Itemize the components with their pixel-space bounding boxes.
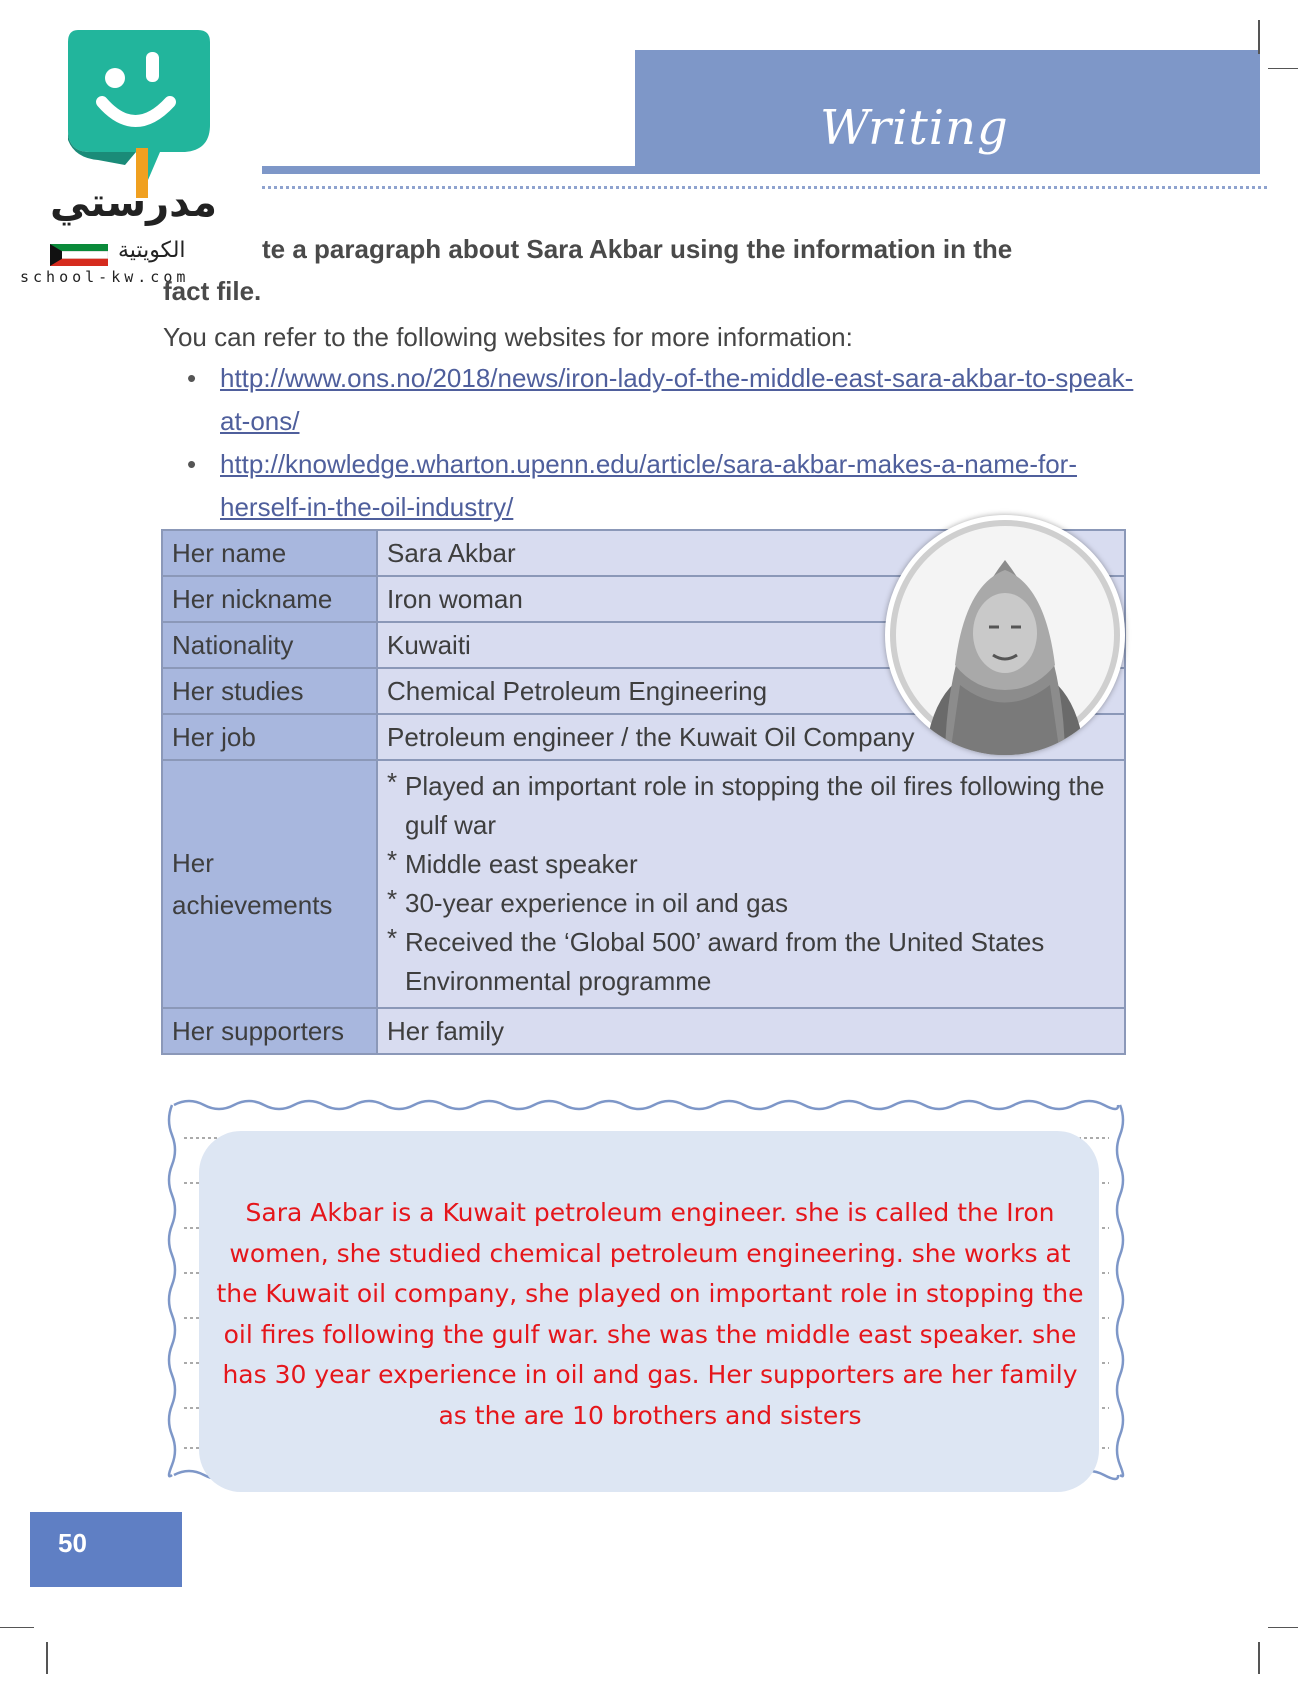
header-underline	[262, 166, 1260, 174]
fact-label: Her nickname	[162, 576, 377, 622]
fact-label: Nationality	[162, 622, 377, 668]
achievements-list	[387, 761, 1124, 1007]
section-title: Writing	[820, 100, 1009, 156]
list-item	[387, 767, 1124, 845]
fact-value: Her family	[377, 1008, 1125, 1054]
crop-mark	[46, 1642, 48, 1674]
asterisk-icon: *	[387, 845, 398, 875]
asterisk-icon: *	[387, 884, 398, 914]
crop-mark	[0, 1627, 34, 1628]
asterisk-icon: *	[387, 923, 398, 953]
fact-label: Her name	[162, 530, 377, 576]
achievement-text: 30-year experience in oil and gas	[405, 888, 789, 918]
header-dotted-rule	[262, 186, 1267, 189]
fact-value: Petroleum engineer / the Kuwait Oil Company	[377, 714, 1125, 760]
task-instruction-cont: fact file.	[163, 276, 262, 306]
logo-arabic-subtitle: الكويتية	[118, 238, 186, 263]
website-list-item	[187, 357, 1147, 443]
website-list	[187, 357, 1147, 529]
fact-label: Her studies	[162, 668, 377, 714]
logo-url: school-kw.com	[20, 268, 190, 286]
fact-label: Her job	[162, 714, 377, 760]
list-item	[387, 884, 1124, 923]
answer-paragraph: Sara Akbar is a Kuwait petroleum engineer. she is called the Iron women, she studied chemical petroleum engineering. she works at the Kuwait oil company, she played on important role in stopping the oil fires following the gulf war. she was the middle east speaker. she has 30 year experience in oil and gas. Her supporters are her family as the are 10 brothers and sisters	[216, 1198, 1084, 1430]
fact-value: Iron woman	[377, 576, 1125, 622]
achievement-text: Received the ‘Global 500’ award from the United States Environmental programme	[405, 927, 1045, 996]
sara-akbar-photo	[885, 515, 1125, 755]
table-row	[162, 1008, 1125, 1054]
fact-value: Sara Akbar	[377, 530, 1125, 576]
crop-mark	[1268, 1627, 1298, 1628]
bullet-icon: •	[187, 449, 197, 479]
website-link-ons[interactable]: http://www.ons.no/2018/news/iron-lady-of-the-middle-east-sara-akbar-to-speak-at-ons/	[220, 363, 1134, 436]
page-number: 50	[58, 1528, 87, 1558]
kuwait-flag-icon	[50, 244, 108, 266]
bullet-icon: •	[187, 363, 197, 393]
crop-mark	[1258, 20, 1260, 54]
crop-mark	[1268, 68, 1298, 69]
website-link-wharton[interactable]: http://knowledge.wharton.upenn.edu/article/sara-akbar-makes-a-name-for-herself-in-the-oil-industry/	[220, 449, 1077, 522]
table-row	[162, 760, 1125, 1008]
fact-label: Her supporters	[162, 1008, 377, 1054]
fact-label: Her achievements	[162, 760, 377, 1008]
achievement-text: Played an important role in stopping the oil fires following the gulf war	[405, 771, 1105, 840]
list-item	[387, 923, 1124, 1001]
task-instruction: te a paragraph about Sara Akbar using the information in the	[262, 234, 1013, 264]
page-number-tab	[30, 1512, 182, 1587]
fact-value: Kuwaiti	[377, 622, 1125, 668]
portrait-image	[885, 515, 1125, 755]
achievement-text: Middle east speaker	[405, 849, 638, 879]
list-item	[387, 845, 1124, 884]
fact-value	[377, 760, 1125, 1008]
fact-value: Chemical Petroleum Engineering	[377, 668, 1125, 714]
websites-intro: You can refer to the following websites for more information:	[163, 322, 853, 352]
asterisk-icon: *	[387, 767, 398, 797]
crop-mark	[1258, 1642, 1260, 1674]
logo-arabic-name: مدرستي	[50, 180, 218, 226]
